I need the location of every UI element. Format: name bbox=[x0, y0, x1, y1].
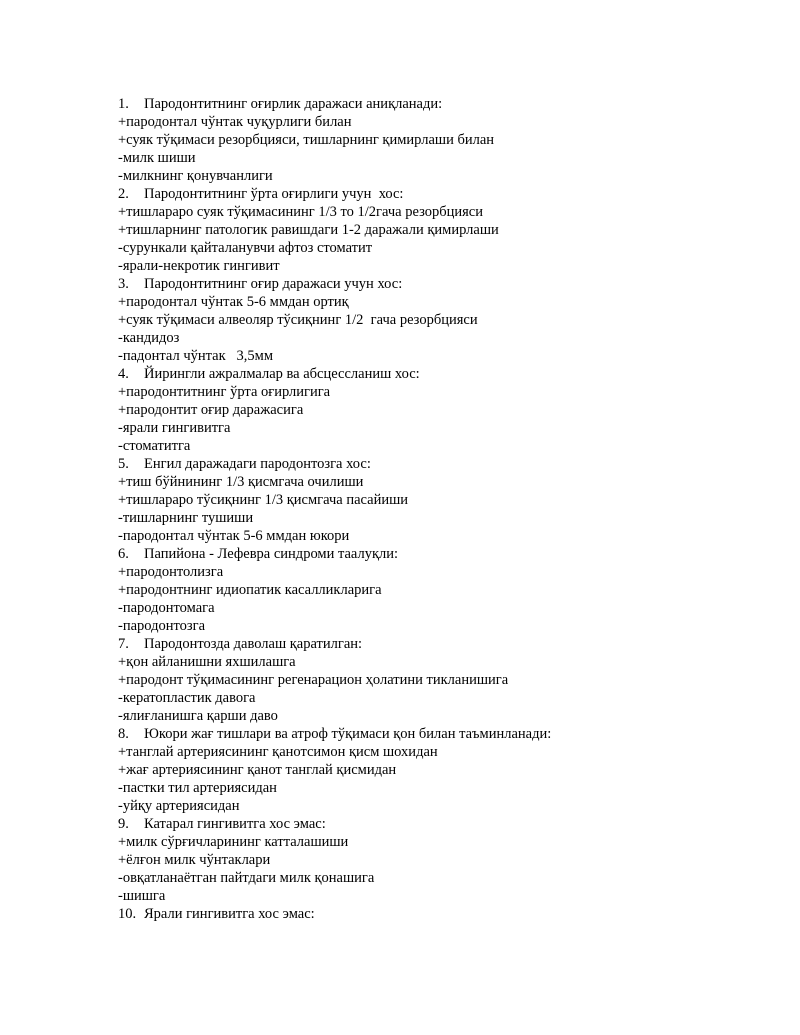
answer-option: -ялиғланишга қарши даво bbox=[118, 708, 278, 724]
question-number: 2. bbox=[118, 186, 129, 202]
answer-option: -пародонтал чўнтак 5-6 ммдан юкори bbox=[118, 528, 350, 544]
answer-option: -пародонтозга bbox=[118, 618, 205, 634]
question-5 bbox=[118, 455, 758, 473]
answer-option: -шишга bbox=[118, 888, 166, 904]
question-3 bbox=[118, 275, 758, 293]
answer-option: +пародонтолизга bbox=[118, 564, 224, 580]
question-number: 5. bbox=[118, 456, 129, 472]
question-10 bbox=[118, 905, 758, 923]
answer-option: -сурункали қайталанувчи афтоз стоматит bbox=[118, 240, 373, 256]
question-text: Пародонтозда даволаш қаратилган: bbox=[144, 636, 363, 652]
answer-option: -пастки тил артериясидан bbox=[118, 780, 277, 796]
question-text: Пародонтитнинг ўрта оғирлиги учун хос: bbox=[144, 186, 404, 202]
answer-option: -ярали-некротик гингивит bbox=[118, 258, 280, 274]
answer-option: +тишлараро тўсиқнинг 1/3 қисмгача пасайиши bbox=[118, 492, 409, 508]
answer-option: -тишларнинг тушиши bbox=[118, 510, 254, 526]
question-7 bbox=[118, 635, 758, 653]
answer-option: +пародонтитнинг ўрта оғирлигига bbox=[118, 384, 331, 400]
answer-option: +суяк тўқимаси резорбцияси, тишларнинг қимирлаши билан bbox=[118, 132, 495, 148]
answer-option: +суяк тўқимаси алвеоляр тўсиқнинг 1/2 гача резорбцияси bbox=[118, 312, 478, 328]
question-text: Йирингли ажралмалар ва абсцессланиш хос: bbox=[144, 366, 420, 382]
question-number: 10. bbox=[118, 906, 137, 922]
question-text: Ярали гингивитга хос эмас: bbox=[144, 906, 315, 922]
question-text: Катарал гингивитга хос эмас: bbox=[144, 816, 326, 832]
question-number: 4. bbox=[118, 366, 129, 382]
answer-option: +танглай артериясининг қанотсимон қисм шохидан bbox=[118, 744, 438, 760]
answer-option: -овқатланаётган пайтдаги милк қонашига bbox=[118, 870, 375, 886]
question-9 bbox=[118, 815, 758, 833]
answer-option: -кандидоз bbox=[118, 330, 180, 346]
question-6 bbox=[118, 545, 758, 563]
question-number: 1. bbox=[118, 96, 129, 112]
answer-option: -уйқу артериясидан bbox=[118, 798, 240, 814]
answer-option: +пародонт тўқимасининг регенарацион ҳолатини тикланишига bbox=[118, 672, 509, 688]
question-text: Пародонтитнинг оғир даражаси учун хос: bbox=[144, 276, 403, 292]
answer-option: +пародонтал чўнтак 5-6 ммдан ортиқ bbox=[118, 294, 349, 310]
answer-option: +пародонтал чўнтак чуқурлиги билан bbox=[118, 114, 352, 130]
answer-option: +тишлараро суяк тўқимасининг 1/3 то 1/2гача резорбцияси bbox=[118, 204, 483, 220]
question-number: 3. bbox=[118, 276, 129, 292]
answer-option: +қон айланишни яхшилашга bbox=[118, 654, 296, 670]
answer-option: -стоматитга bbox=[118, 438, 191, 454]
question-list bbox=[118, 95, 758, 923]
answer-option: +милк сўрғичларининг катталашиши bbox=[118, 834, 349, 850]
answer-option: -милк шиши bbox=[118, 150, 196, 166]
question-text: Енгил даражадаги пародонтозга хос: bbox=[144, 456, 371, 472]
question-text: Пародонтитнинг оғирлик даражаси аниқланади: bbox=[144, 96, 443, 112]
answer-option: -ярали гингивитга bbox=[118, 420, 231, 436]
question-text: Папийона - Лефевра синдроми таалуқли: bbox=[144, 546, 399, 562]
question-4 bbox=[118, 365, 758, 383]
question-number: 7. bbox=[118, 636, 129, 652]
question-text: Юкори жағ тишлари ва атроф тўқимаси қон билан таъминланади: bbox=[144, 726, 552, 742]
answer-option: -милкнинг қонувчанлиги bbox=[118, 168, 273, 184]
answer-option: +тишларнинг патологик равишдаги 1-2 даражали қимирлаши bbox=[118, 222, 499, 238]
question-number: 6. bbox=[118, 546, 129, 562]
answer-option: +жағ артериясининг қанот танглай қисмидан bbox=[118, 762, 397, 778]
question-1 bbox=[118, 95, 758, 113]
answer-option: +ёлғон милк чўнтаклари bbox=[118, 852, 271, 868]
answer-option: -кератопластик давога bbox=[118, 690, 256, 706]
answer-option: +пародонтнинг идиопатик касалликларига bbox=[118, 582, 382, 598]
answer-option: -пародонтомага bbox=[118, 600, 215, 616]
question-2 bbox=[118, 185, 758, 203]
question-8 bbox=[118, 725, 758, 743]
answer-option: -падонтал чўнтак 3,5мм bbox=[118, 348, 273, 364]
answer-option: +пародонтит оғир даражасига bbox=[118, 402, 304, 418]
question-number: 9. bbox=[118, 816, 129, 832]
answer-option: +тиш бўйнининг 1/3 қисмгача очилиши bbox=[118, 474, 364, 490]
question-number: 8. bbox=[118, 726, 129, 742]
